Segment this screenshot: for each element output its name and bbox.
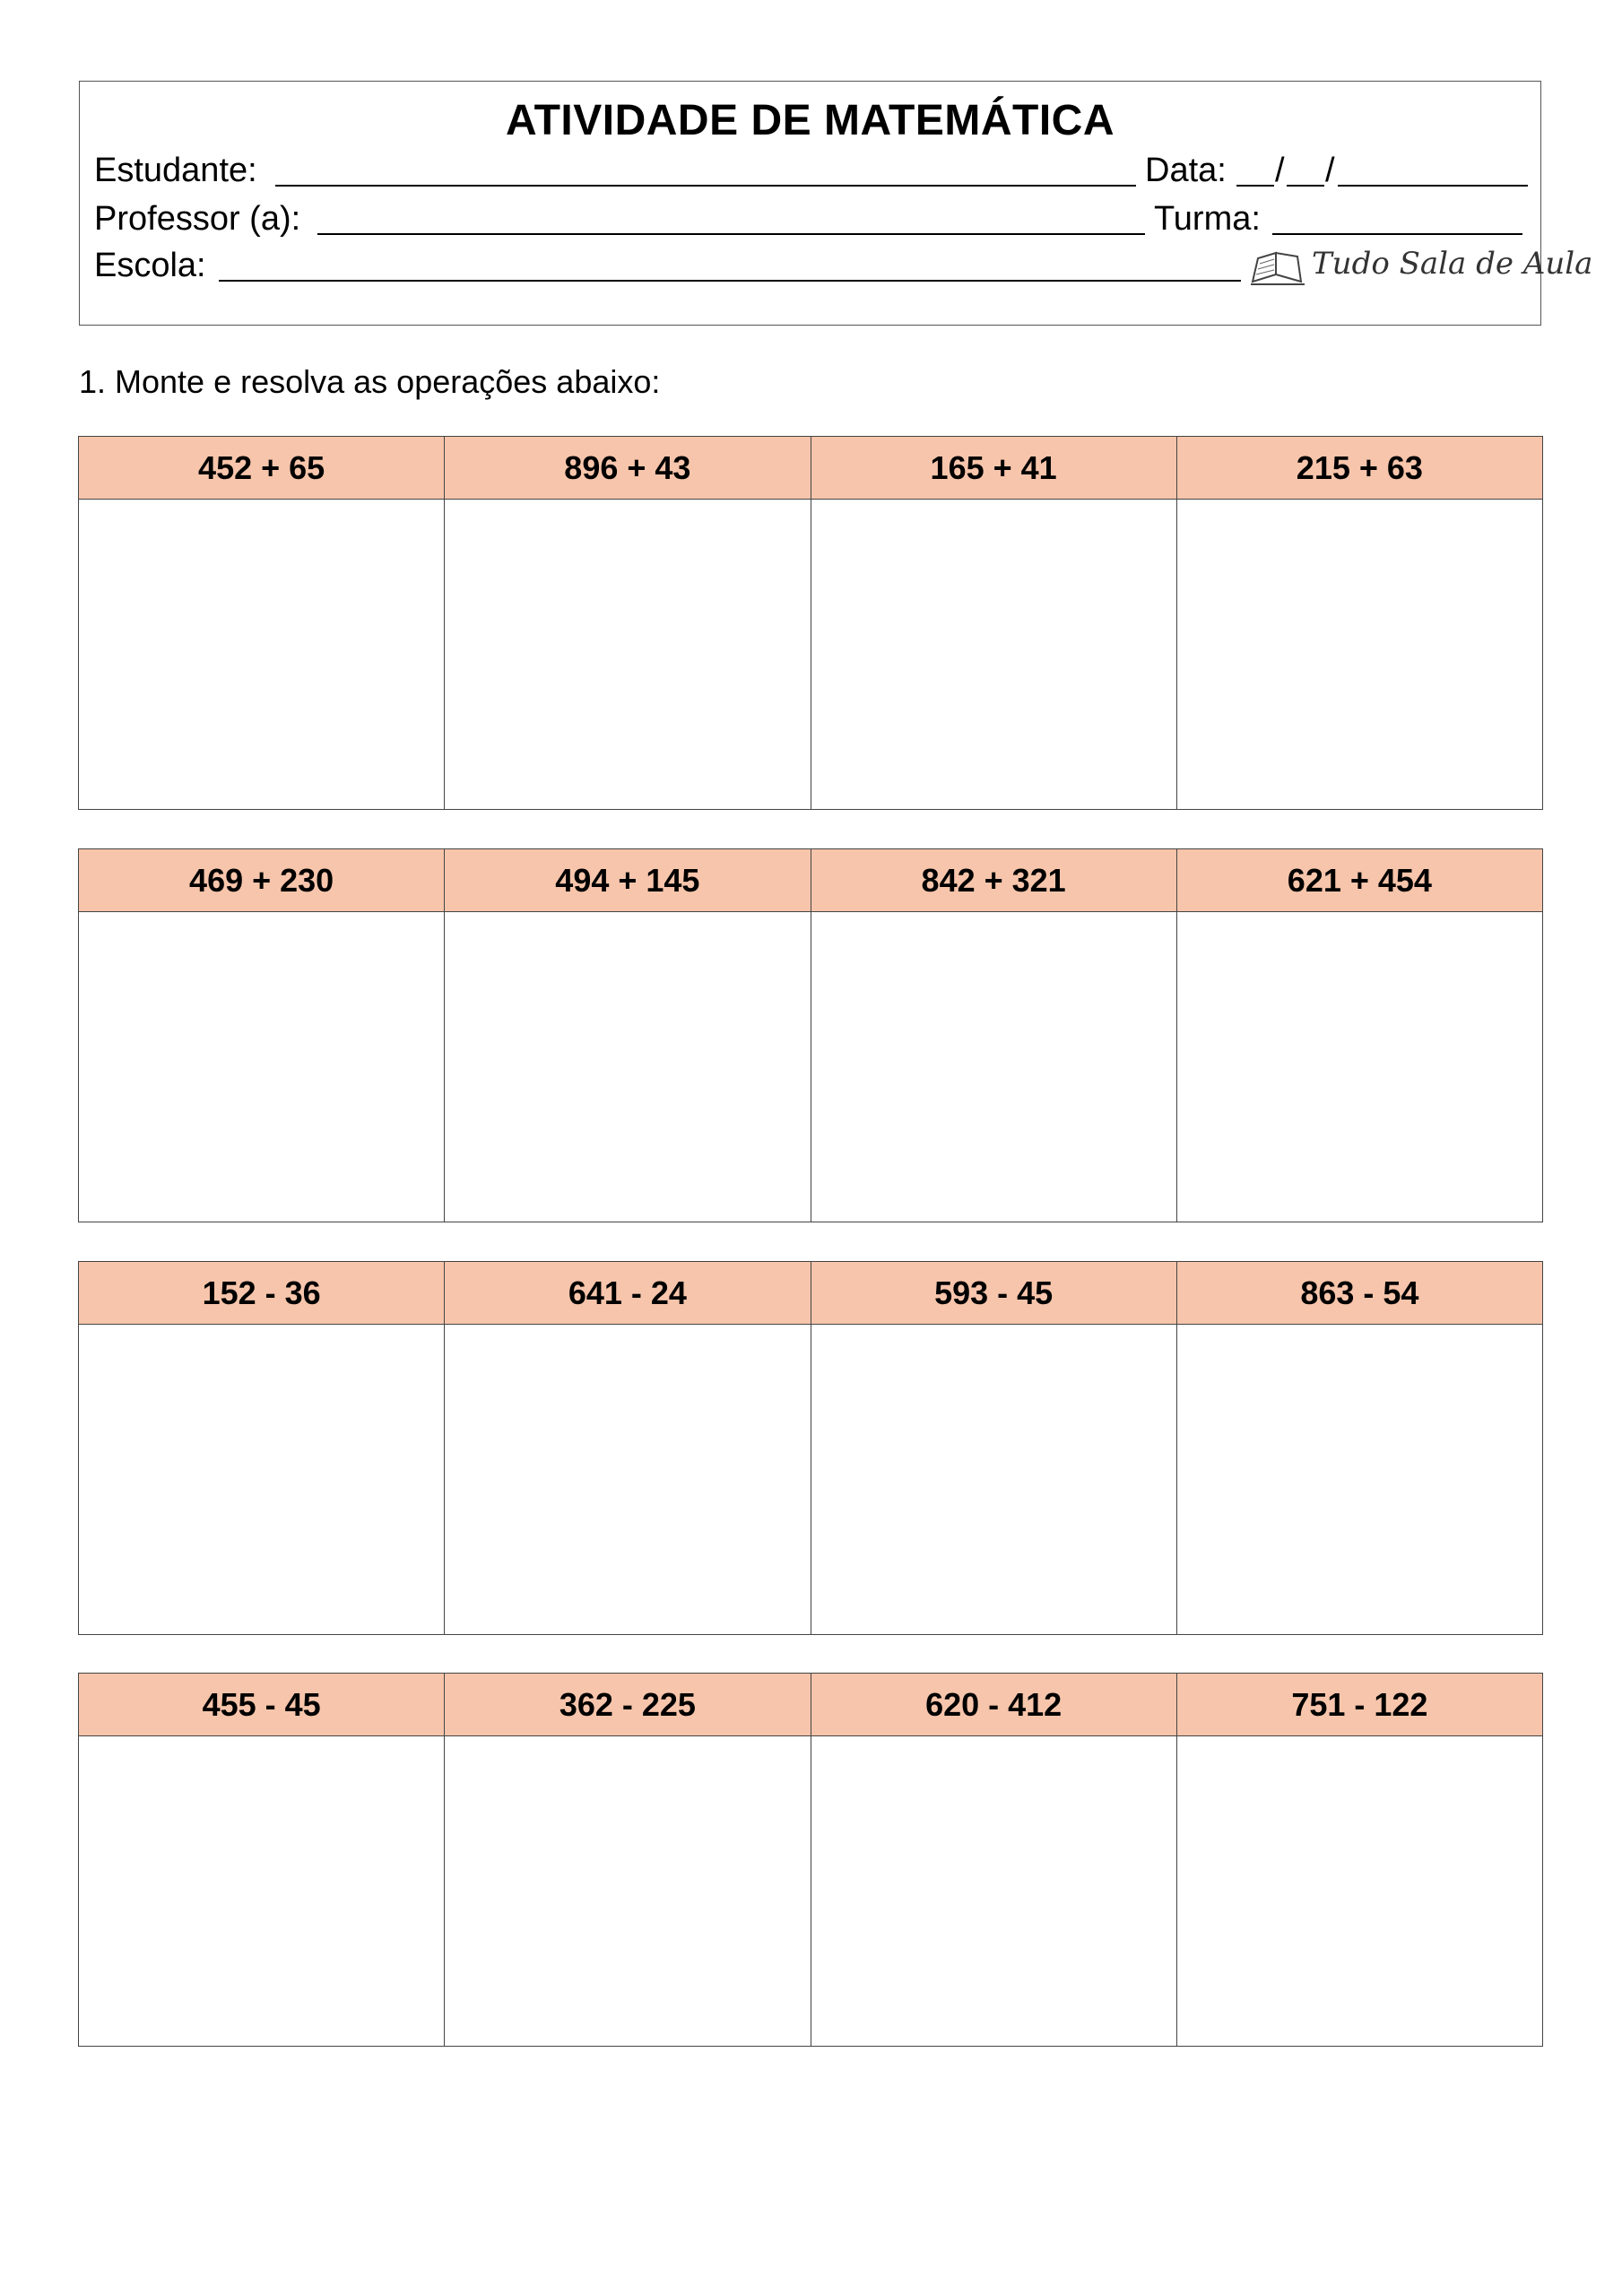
answer-cell[interactable] — [79, 912, 445, 1222]
logo-text: Tudo Sala de Aula — [1312, 246, 1593, 282]
answer-cell[interactable] — [445, 500, 811, 810]
operations-table — [78, 1261, 1543, 1635]
date-year-field[interactable] — [1338, 185, 1528, 187]
date-day-field[interactable] — [1236, 185, 1274, 187]
answer-cell[interactable] — [79, 1325, 445, 1635]
exercise-instruction: 1. Monte e resolva as operações abaixo: — [79, 363, 661, 400]
operation-header: 152 - 36 — [79, 1262, 445, 1325]
answer-cell[interactable] — [1176, 1325, 1542, 1635]
operations-table — [78, 436, 1543, 810]
answer-cell[interactable] — [811, 912, 1176, 1222]
operation-header: 165 + 41 — [811, 437, 1176, 500]
operation-header: 863 - 54 — [1176, 1262, 1542, 1325]
operations-table — [78, 1673, 1543, 2047]
operations-table — [78, 848, 1543, 1222]
operation-header: 620 - 412 — [811, 1674, 1176, 1736]
operation-header: 494 + 145 — [445, 849, 811, 912]
brand-logo — [1249, 244, 1593, 289]
operation-header: 621 + 454 — [1176, 849, 1542, 912]
operation-header: 452 + 65 — [79, 437, 445, 500]
operation-header: 751 - 122 — [1176, 1674, 1542, 1736]
date-label: Data: — [1145, 152, 1227, 189]
date-separator: / — [1275, 152, 1285, 189]
open-book-icon — [1249, 248, 1306, 287]
answer-cell[interactable] — [811, 1736, 1176, 2047]
operation-header: 215 + 63 — [1176, 437, 1542, 500]
answer-cell[interactable] — [1176, 912, 1542, 1222]
answer-cell[interactable] — [1176, 1736, 1542, 2047]
page-title: ATIVIDADE DE MATEMÁTICA — [505, 97, 1115, 144]
operation-header: 593 - 45 — [811, 1262, 1176, 1325]
student-name-field[interactable] — [275, 185, 1136, 187]
answer-cell[interactable] — [79, 1736, 445, 2047]
answer-cell[interactable] — [445, 912, 811, 1222]
operation-header: 362 - 225 — [445, 1674, 811, 1736]
class-field[interactable] — [1272, 233, 1522, 235]
answer-cell[interactable] — [811, 1325, 1176, 1635]
answer-cell[interactable] — [811, 500, 1176, 810]
operation-header: 896 + 43 — [445, 437, 811, 500]
class-label: Turma: — [1154, 200, 1261, 238]
school-name-field[interactable] — [219, 280, 1241, 282]
answer-cell[interactable] — [79, 500, 445, 810]
operation-header: 455 - 45 — [79, 1674, 445, 1736]
operation-header: 469 + 230 — [79, 849, 445, 912]
date-month-field[interactable] — [1287, 185, 1324, 187]
school-label: Escola: — [94, 247, 206, 284]
date-separator: / — [1325, 152, 1335, 189]
operation-header: 641 - 24 — [445, 1262, 811, 1325]
answer-cell[interactable] — [1176, 500, 1542, 810]
teacher-name-field[interactable] — [317, 233, 1145, 235]
teacher-label: Professor (a): — [94, 200, 301, 238]
answer-cell[interactable] — [445, 1325, 811, 1635]
answer-cell[interactable] — [445, 1736, 811, 2047]
operation-header: 842 + 321 — [811, 849, 1176, 912]
worksheet-header — [79, 81, 1593, 326]
student-label: Estudante: — [94, 152, 257, 189]
